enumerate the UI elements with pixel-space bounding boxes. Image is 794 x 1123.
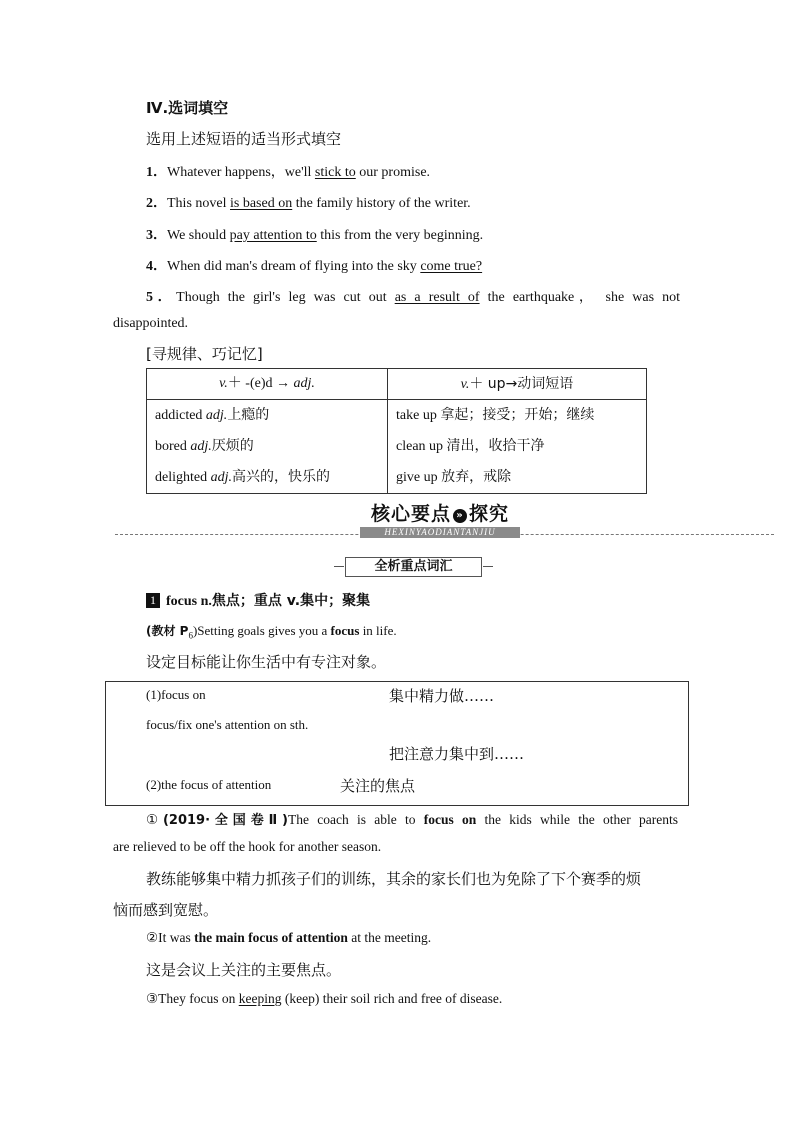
list-item: 1．Whatever happens，we'll stick to our promise. xyxy=(146,165,431,180)
section-banner xyxy=(360,501,520,539)
example-translation: 这是会议上关注的主要焦点。 xyxy=(146,961,342,979)
phrase-en: (2)the focus of attention xyxy=(146,777,272,792)
phrase-en: (1)focus on xyxy=(146,687,206,702)
section-title: Ⅳ.选词填空 xyxy=(146,99,229,117)
phrase-cn: 把注意力集中到…… xyxy=(389,745,525,763)
example-sentence: ②It was the main focus of attention at the meeting. xyxy=(146,930,432,945)
example-translation: 教练能够集中精力抓孩子们的训练，其余的家长们也为免除了下个赛季的烦 xyxy=(146,870,642,888)
answer-blank: is based on xyxy=(230,196,293,211)
answer-blank: keeping xyxy=(238,991,282,1006)
answer-blank: as a result of xyxy=(394,290,480,305)
list-item: 5．Though the girl's leg was cut out as a result of the earthquake， she was not xyxy=(146,290,680,305)
banner-title-part1: 核心要点 xyxy=(370,503,451,525)
example-sentence: ③They focus on keeping (keep) their soil rich and free of disease. xyxy=(146,991,503,1006)
entry-number: 1 xyxy=(146,593,160,608)
list-item: 2．This novel is based on the family history of the writer. xyxy=(146,196,471,211)
example-sentence: ①(2019·全国卷Ⅱ)The coach is able to focus on the kids while the other parents xyxy=(146,812,678,828)
table-row: take up 拿起；接受；开始；继续 xyxy=(396,407,595,423)
phrase-cn: 关注的焦点 xyxy=(340,777,416,795)
table-row: delighted adj.高兴的，快乐的 xyxy=(155,469,330,485)
rules-label: [寻规律、巧记忆] xyxy=(146,345,263,363)
list-item: 4．When did man's dream of flying into the sky come true? xyxy=(146,259,483,274)
textbook-example: (教材 $P_6)Setting$ goals gives you a focus in life. xyxy=(146,623,397,641)
subsection-heading: 全析重点词汇 xyxy=(345,557,482,577)
list-item-continuation: disappointed. xyxy=(113,316,189,331)
answer-blank: stick to xyxy=(314,165,356,180)
table-header-right: v.＋ up→动词短语 xyxy=(388,369,647,400)
phrase-en: focus/fix one's attention on sth. xyxy=(146,717,309,732)
answer-blank: pay attention to xyxy=(229,228,317,243)
table-cell-left xyxy=(147,400,388,494)
table-cell-right xyxy=(388,400,647,494)
example-translation: 恼而感到宽慰。 xyxy=(113,901,219,919)
banner-subtitle: HEXINYAODIANTANJIU xyxy=(360,527,520,538)
phrase-cn: 集中精力做…… xyxy=(389,687,495,705)
textbook-translation: 设定目标能让你生活中有专注对象。 xyxy=(146,653,387,671)
answer-blank: come true? xyxy=(420,259,483,274)
table-row: clean up 清出，收拾干净 xyxy=(396,438,545,454)
table-header-left: v.＋ -(e)d → adj. xyxy=(147,369,388,400)
example-continuation: are relieved to be off the hook for another season. xyxy=(113,839,382,854)
table-row: bored adj.厌烦的 xyxy=(155,438,254,454)
rules-table xyxy=(146,368,647,494)
banner-title-part2: 探究 xyxy=(469,503,510,525)
list-item: 3．We should pay attention to this from the very beginning. xyxy=(146,228,484,243)
entry-heading: 1 focus n.焦点；重点 v.集中；聚集 xyxy=(146,590,370,610)
table-row: addicted adj.上瘾的 xyxy=(155,407,270,423)
instruction: 选用上述短语的适当形式填空 xyxy=(146,130,342,148)
chevron-right-icon: » xyxy=(453,509,467,523)
phrase-box xyxy=(105,681,689,806)
table-row: give up 放弃，戒除 xyxy=(396,469,512,485)
